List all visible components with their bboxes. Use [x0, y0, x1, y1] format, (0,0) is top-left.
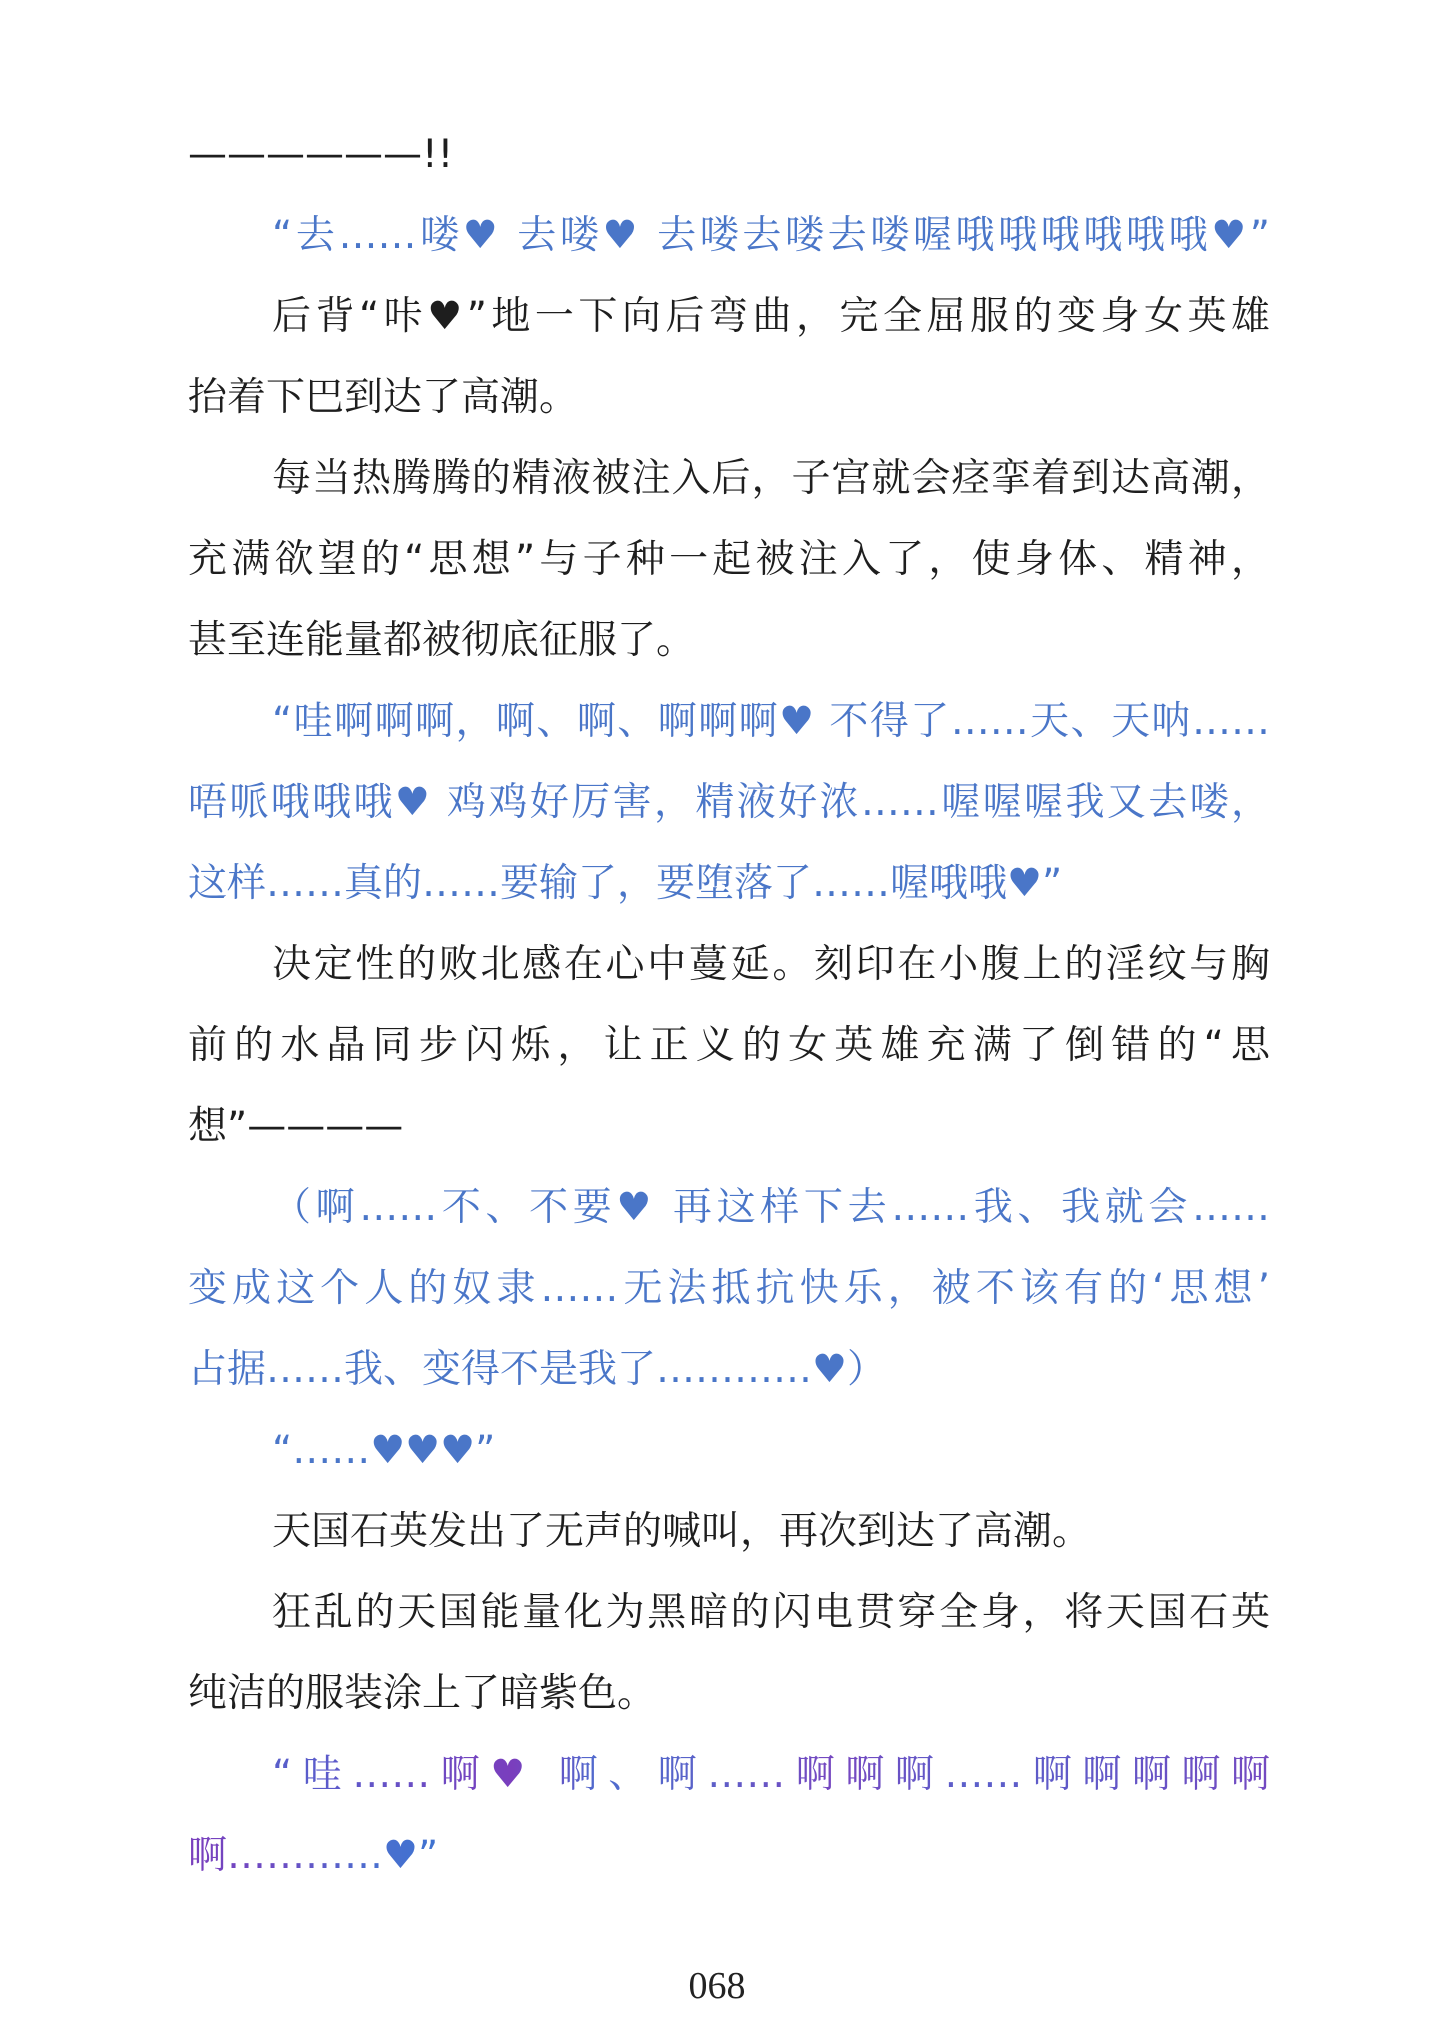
- dialogue-paragraph: [188, 195, 1270, 276]
- narration-line: 每当热腾腾的精液被注入后，子宫就会痉挛着到达高潮，: [272, 456, 1270, 501]
- narration-line: 决定性的败北感在心中蔓延。刻印在小腹上的淫纹与胸: [272, 942, 1270, 987]
- dialogue-line-wrapper: [188, 1815, 1270, 1896]
- narration-paragraph: [188, 114, 1270, 195]
- narration-line: 抬着下巴到达了高潮。: [188, 375, 579, 420]
- narration-line: 甚至连能量都被彻底征服了。: [188, 618, 696, 663]
- narration-paragraph: [188, 1572, 1270, 1734]
- dialogue-paragraph: [188, 681, 1270, 924]
- dialogue-line: （啊……不、不要♥ 再这样下去……我、我就会……: [272, 1185, 1270, 1230]
- dialogue-line: 变成这个人的奴隶……无法抵抗快乐，被不该有的‘思想’: [188, 1266, 1270, 1311]
- dialogue-line: “……♥♥♥”: [272, 1428, 496, 1473]
- narration-paragraph: [188, 924, 1270, 1167]
- text-column: [188, 114, 1270, 1896]
- narration-line: 前的水晶同步闪烁，让正义的女英雄充满了倒错的“思: [188, 1023, 1270, 1068]
- narration-line: 充满欲望的“思想”与子种一起被注入了，使身体、精神，: [188, 537, 1270, 582]
- dialogue-line: “哇啊啊啊，啊、啊、啊啊啊♥ 不得了……天、天呐……: [272, 699, 1270, 744]
- narration-paragraph: [188, 276, 1270, 438]
- narration-line: 纯洁的服装涂上了暗紫色。: [188, 1671, 657, 1716]
- dialogue-line: 啊…………♥”: [188, 1815, 438, 1896]
- dialogue-line: 这样……真的……要输了，要堕落了……喔哦哦♥”: [188, 861, 1063, 906]
- dialogue-paragraph: [188, 1167, 1270, 1410]
- dialogue-line: “去……喽♥ 去喽♥ 去喽去喽去喽喔哦哦哦哦哦哦♥”: [272, 213, 1270, 258]
- narration-paragraph: [188, 1491, 1270, 1572]
- dialogue-line: 占据……我、变得不是我了…………♥）: [188, 1347, 886, 1392]
- narration-line: 后背“咔♥”地一下向后弯曲，完全屈服的变身女英雄: [272, 294, 1270, 339]
- narration-line: 想”————: [188, 1104, 404, 1149]
- dialogue-line: 唔哌哦哦哦♥ 鸡鸡好厉害，精液好浓……喔喔喔我又去喽，: [188, 780, 1270, 825]
- dialogue-paragraph: [188, 1410, 1270, 1491]
- narration-line: 天国石英发出了无声的喊叫，再次到达了高潮。: [272, 1509, 1092, 1554]
- narration-line: ——————!!: [188, 132, 454, 177]
- page-number: 068: [688, 1965, 746, 2007]
- narration-paragraph: [188, 438, 1270, 681]
- dialogue-paragraph: [188, 1734, 1270, 1896]
- dialogue-line: “哇……啊♥ 啊、啊……啊啊啊……啊啊啊啊啊: [188, 1734, 1270, 1815]
- narration-line: 狂乱的天国能量化为黑暗的闪电贯穿全身，将天国石英: [272, 1590, 1270, 1635]
